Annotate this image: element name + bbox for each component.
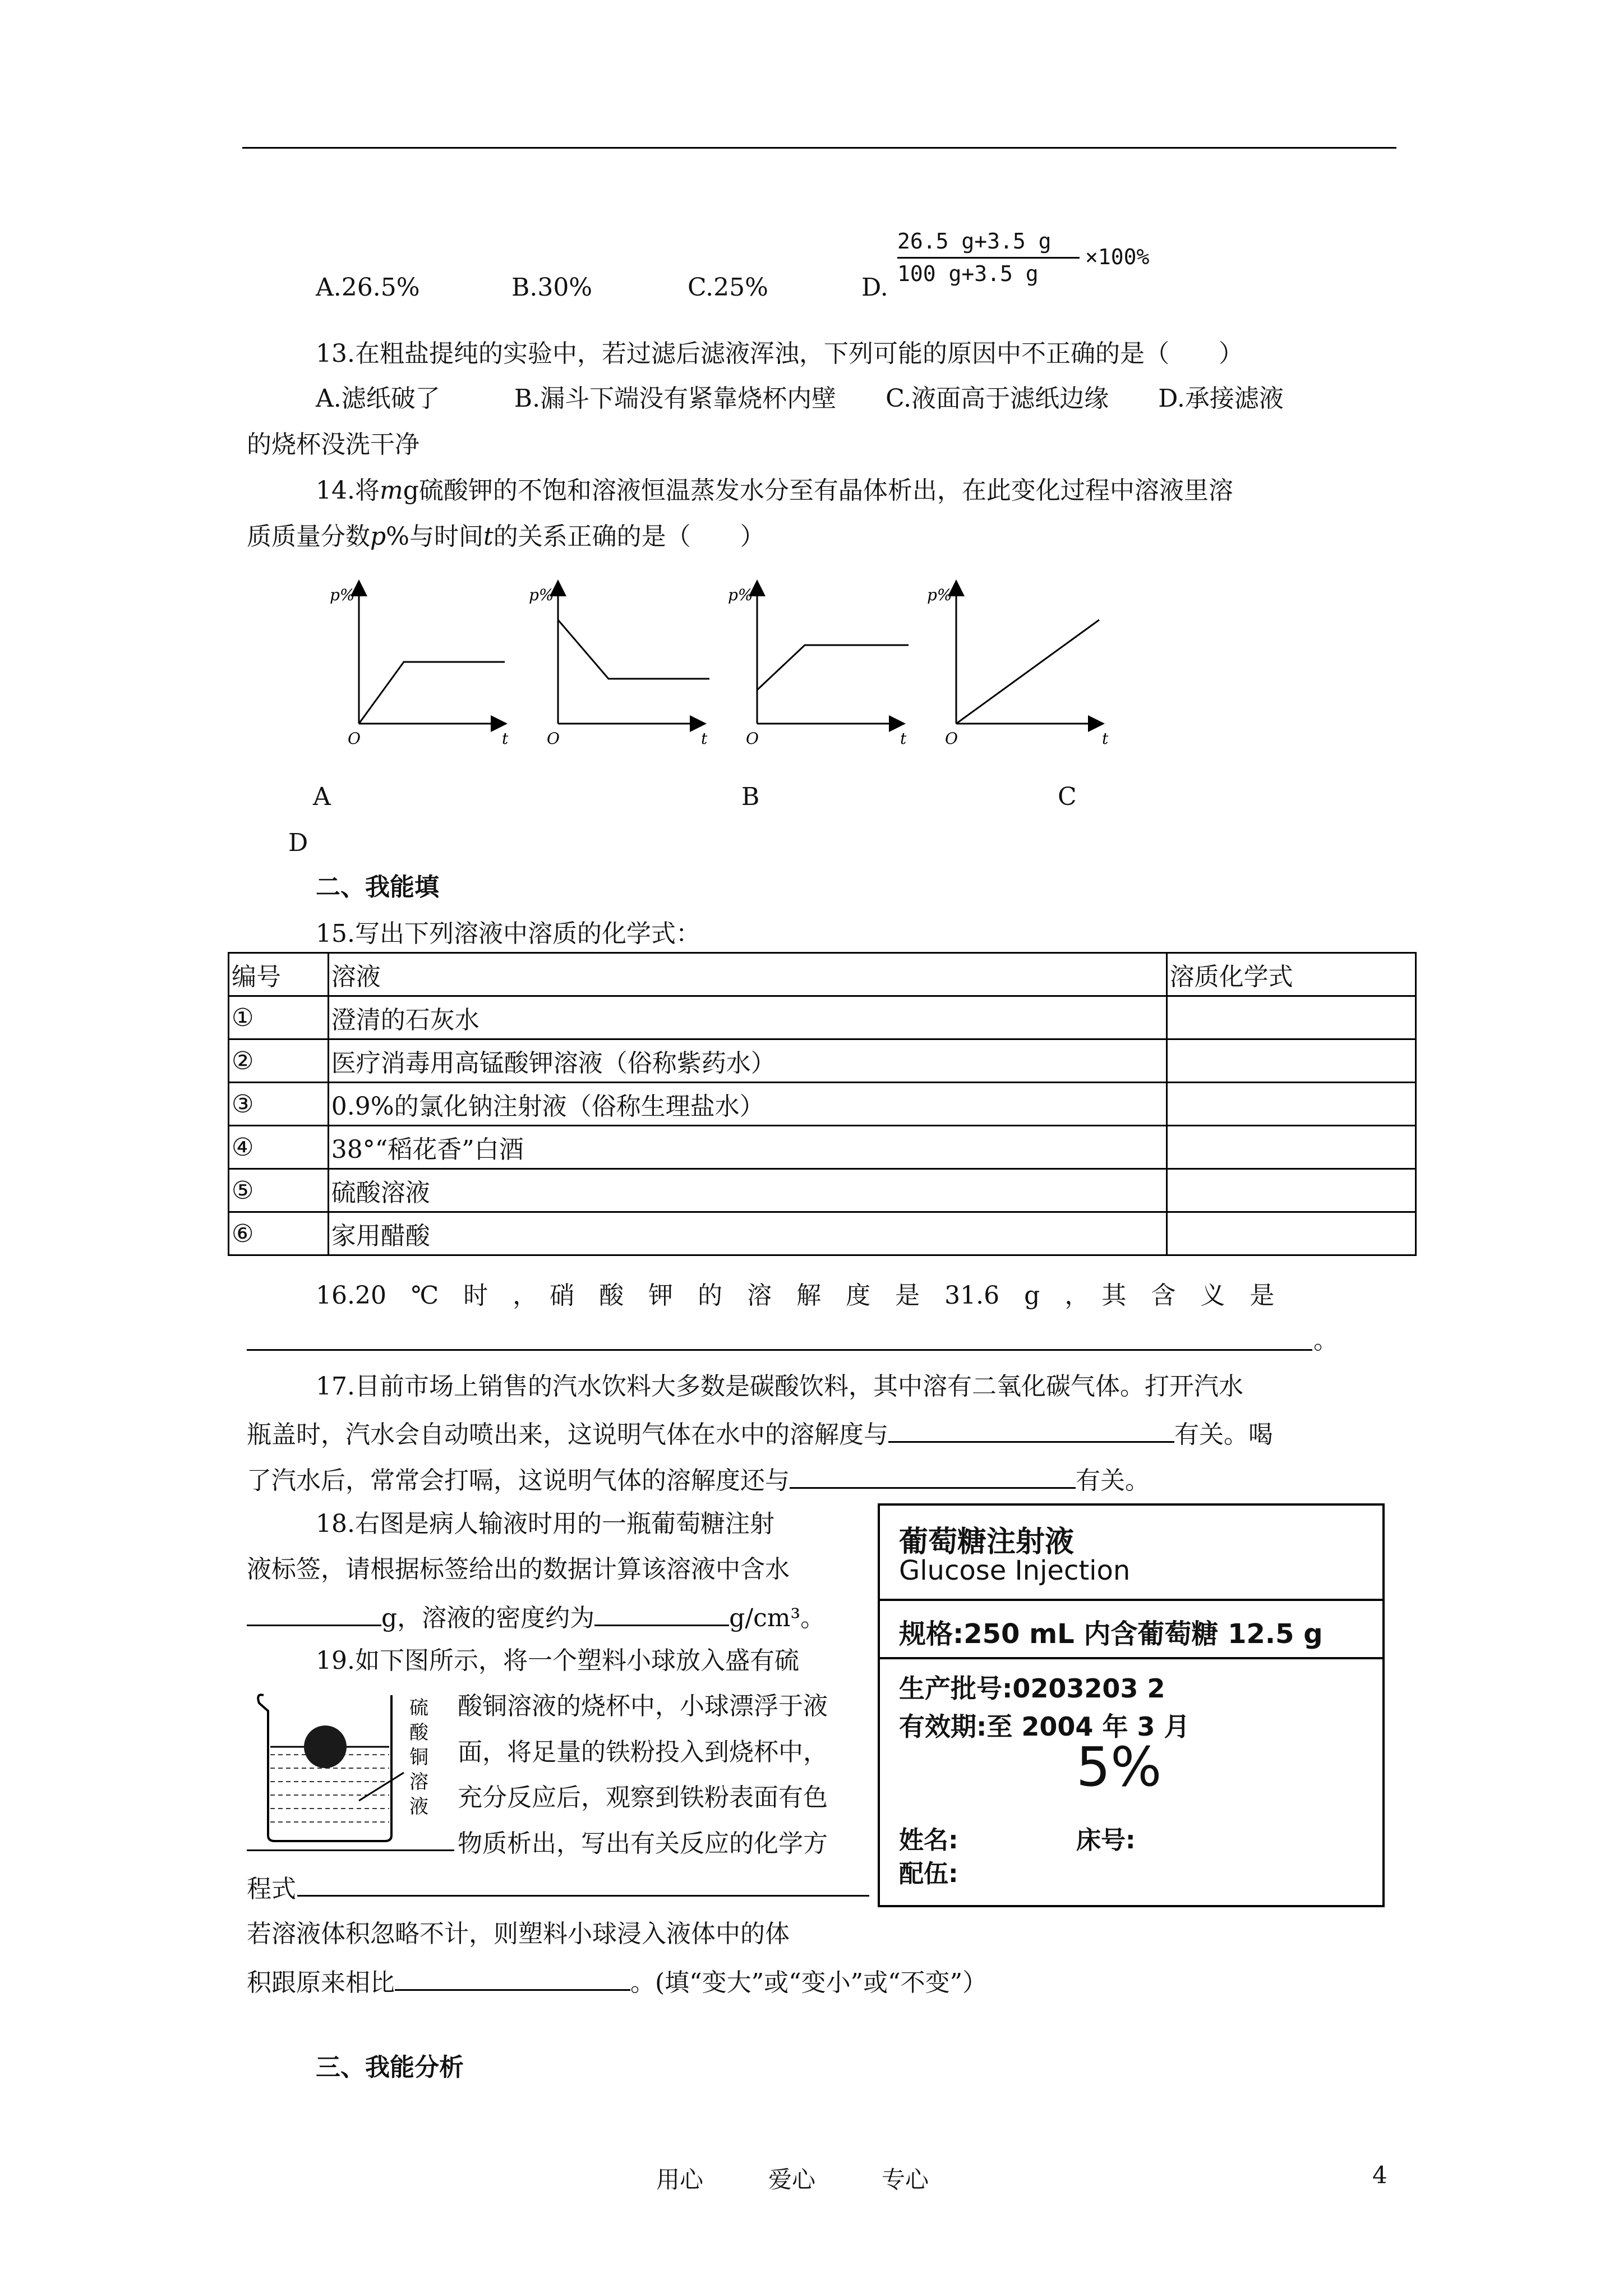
q19-line8-pre: 积跟原来相比: [247, 1968, 395, 1997]
graph-a-ylabel: p%: [330, 586, 355, 604]
graph-d: [927, 586, 1109, 748]
section3-heading: 三、我能分析: [316, 2053, 464, 2082]
q14-label-c: C: [1058, 783, 1077, 811]
graph-c-xlabel: t: [900, 729, 907, 748]
beaker-label-char: 硫: [409, 1697, 428, 1719]
q17-line1: 17.目前市场上销售的汽水饮料大多数是碳酸饮料，其中溶有二氧化碳气体。打开汽水: [316, 1372, 1243, 1401]
beaker-label-char: 酸: [409, 1722, 428, 1744]
solution-name: 澄清的石灰水: [328, 996, 1166, 1039]
solute-table: [228, 952, 1417, 1256]
q15-stem: 15.写出下列溶液中溶质的化学式：: [316, 919, 700, 948]
graph-c: [728, 586, 909, 748]
q16-answer-blank[interactable]: [247, 1349, 1312, 1351]
solute-formula-cell[interactable]: [1166, 1039, 1415, 1083]
fraction-numerator: 26.5 g+3.5 g: [897, 229, 1052, 254]
q14-m: m: [379, 476, 403, 505]
graph-b-curve: [558, 620, 709, 679]
q14-label-b: B: [741, 783, 760, 811]
q18-line3-unit: g/cm³。: [729, 1604, 826, 1632]
graph-a: [330, 586, 509, 748]
q19-line5: 物质析出，写出有关反应的化学方: [458, 1829, 828, 1858]
header-cell: 溶液: [328, 953, 1166, 996]
beaker-label-char: 液: [409, 1796, 428, 1818]
q16-end: 。: [1313, 1326, 1338, 1355]
q17-line2-post: 有关。喝: [1174, 1420, 1273, 1449]
footer-word: 专心: [882, 2166, 929, 2193]
q12-option-a: A.26.5%: [316, 273, 420, 302]
beaker-label-char: 溶: [409, 1771, 428, 1793]
q18-line2: 液标签，请根据标签给出的数据计算该溶液中含水: [247, 1555, 790, 1584]
graph-c-origin: O: [746, 729, 759, 748]
label-title-en: Glucose Injection: [899, 1555, 1131, 1586]
q13-options: A.滤纸破了 B.漏斗下端没有紧靠烧杯内壁 C.液面高于滤纸边缘 D.承接滤液: [316, 384, 1284, 413]
glucose-label-card: [878, 1503, 1385, 1907]
label-mix: 配伍:: [899, 1860, 958, 1888]
q19-line2: 酸铜溶液的烧杯中，小球漂浮于液: [458, 1692, 828, 1720]
label-pointer: [359, 1773, 404, 1801]
solution-name: 0.9%的氯化钠注射液（俗称生理盐水）: [328, 1083, 1166, 1126]
label-patient-name: 姓名:: [899, 1826, 958, 1855]
beaker-figure: [252, 1688, 443, 1846]
solution-name: 家用醋酸: [328, 1212, 1166, 1255]
q18-line3: [247, 1599, 825, 1635]
q14-line1: [316, 474, 1233, 508]
header-rule: [242, 147, 1396, 149]
solution-name: 38°“稻花香”白酒: [328, 1126, 1166, 1169]
q14-line1-rest: g硫酸钾的不饱和溶液恒温蒸发水分至有晶体析出，在此变化过程中溶液里溶: [403, 476, 1233, 505]
q13-options-cont: 的烧杯没洗干净: [247, 430, 419, 459]
q19-line8-post: 。(填“变大”或“变小”或“不变”）: [630, 1968, 988, 1997]
graph-d-origin: O: [945, 729, 958, 748]
label-divider-mid: [880, 1657, 1382, 1659]
table-row: [229, 1212, 1416, 1255]
solute-formula-cell[interactable]: [1166, 1212, 1415, 1255]
q19-line5-underline: [247, 1849, 454, 1851]
label-spec: 规格:250 mL 内含葡萄糖 12.5 g: [899, 1618, 1323, 1650]
q17-line3-post: 有关。: [1076, 1466, 1150, 1495]
graph-d-xlabel: t: [1102, 729, 1109, 748]
q12-option-c: C.25%: [688, 273, 768, 302]
graph-b-origin: O: [547, 729, 560, 748]
solute-formula-cell[interactable]: [1166, 996, 1415, 1039]
solute-formula-cell[interactable]: [1166, 1126, 1415, 1169]
label-bed: 床号:: [1076, 1826, 1136, 1855]
plastic-ball: [304, 1726, 347, 1768]
header-cell: 编号: [229, 953, 329, 996]
graph-b-xlabel: t: [701, 729, 708, 748]
fraction-suffix: ×100%: [1085, 245, 1150, 269]
label-percent: 5%: [1076, 1736, 1162, 1798]
q17-line3: [247, 1461, 1150, 1498]
label-divider-top: [880, 1599, 1382, 1601]
q14-prefix: 14.将: [316, 476, 380, 505]
graph-b: [529, 586, 709, 748]
q18-water-blank[interactable]: [247, 1599, 381, 1626]
fraction-bar: [897, 257, 1080, 259]
table-row: [229, 1039, 1416, 1083]
q14-line2-pre: 质质量分数: [247, 522, 370, 551]
q17-line2-pre: 瓶盖时，汽水会自动喷出来，这说明气体在水中的溶解度与: [247, 1420, 888, 1449]
solution-name: 硫酸溶液: [328, 1169, 1166, 1212]
table-row: [229, 1126, 1416, 1169]
table-header-row: [229, 953, 1416, 996]
table-row: [229, 1169, 1416, 1212]
section2-heading: 二、我能填: [316, 873, 439, 901]
q19-equation-blank[interactable]: [297, 1895, 869, 1897]
q19-line8: [247, 1963, 987, 2000]
q17-blank-1[interactable]: [888, 1415, 1174, 1443]
q18-line1: 18.右图是病人输液时用的一瓶葡萄糖注射: [316, 1510, 774, 1538]
row-number: ⑥: [229, 1212, 329, 1255]
graph-a-origin: O: [348, 729, 361, 748]
graph-d-curve: [956, 620, 1099, 724]
graph-c-ylabel: p%: [728, 586, 753, 604]
q18-line3-mid: g，溶液的密度约为: [381, 1604, 595, 1632]
graph-b-ylabel: p%: [529, 586, 554, 604]
q19-volume-blank[interactable]: [395, 1963, 630, 1991]
q19-line6: 程式: [247, 1875, 296, 1903]
q18-density-blank[interactable]: [594, 1599, 729, 1626]
q14-label-a: A: [313, 783, 331, 811]
q17-blank-2[interactable]: [790, 1461, 1076, 1489]
q17-line3-pre: 了汽水后，常常会打嗝，这说明气体的溶解度还与: [247, 1466, 790, 1495]
q19-line7: 若溶液体积忽略不计，则塑料小球浸入液体中的体: [247, 1920, 790, 1948]
q14-label-d: D: [288, 829, 308, 857]
solute-formula-cell[interactable]: [1166, 1083, 1415, 1126]
q12-option-b: B.30%: [511, 273, 593, 302]
q14-t: t: [483, 522, 494, 551]
solute-formula-cell[interactable]: [1166, 1169, 1415, 1212]
graph-a-xlabel: t: [502, 729, 509, 748]
graph-d-ylabel: p%: [927, 586, 952, 604]
q14-graphs: [314, 578, 1133, 752]
label-title-cn: 葡萄糖注射液: [899, 1525, 1075, 1559]
table-row: [229, 996, 1416, 1039]
q14-line2: [247, 520, 765, 554]
q17-line2: [247, 1415, 1273, 1452]
label-batch: 生产批号:0203203 2: [899, 1673, 1165, 1704]
q14-p: p: [370, 522, 386, 551]
q16-line1: 16.20 ℃ 时 ， 硝 酸 钾 的 溶 解 度 是 31.6 g ， 其 含 义 是: [316, 1281, 1275, 1310]
header-cell: 溶质化学式: [1166, 953, 1415, 996]
q19-line3: 面，将足量的铁粉投入到烧杯中，: [458, 1738, 828, 1766]
solution-name: 医疗消毒用高锰酸钾溶液（俗称紫药水）: [328, 1039, 1166, 1083]
label-expiry: 有效期:至 2004 年 3 月: [899, 1711, 1190, 1742]
q13-stem: 13.在粗盐提纯的实验中，若过滤后滤液浑浊，下列可能的原因中不正确的是（ ）: [316, 339, 1243, 368]
footer-word: 用心: [656, 2166, 704, 2193]
row-number: ③: [229, 1083, 329, 1126]
q19-line1: 19.如下图所示，将一个塑料小球放入盛有硫: [316, 1646, 799, 1675]
q12-option-d: D.: [861, 273, 888, 302]
q14-line2-mid: %与时间: [386, 522, 483, 551]
graph-c-curve: [757, 645, 909, 690]
page-number: 4: [1372, 2161, 1387, 2189]
row-number: ②: [229, 1039, 329, 1083]
beaker-label-char: 铜: [409, 1746, 428, 1769]
footer-word: 爱心: [768, 2166, 816, 2193]
graph-a-curve: [359, 662, 505, 724]
table-row: [229, 1083, 1416, 1126]
fraction-denominator: 100 g+3.5 g: [897, 261, 1039, 286]
row-number: ④: [229, 1126, 329, 1169]
row-number: ⑤: [229, 1169, 329, 1212]
q19-line4: 充分反应后，观察到铁粉表面有色: [458, 1783, 828, 1812]
q14-line2-post: 的关系正确的是（ ）: [493, 522, 765, 551]
row-number: ①: [229, 996, 329, 1039]
